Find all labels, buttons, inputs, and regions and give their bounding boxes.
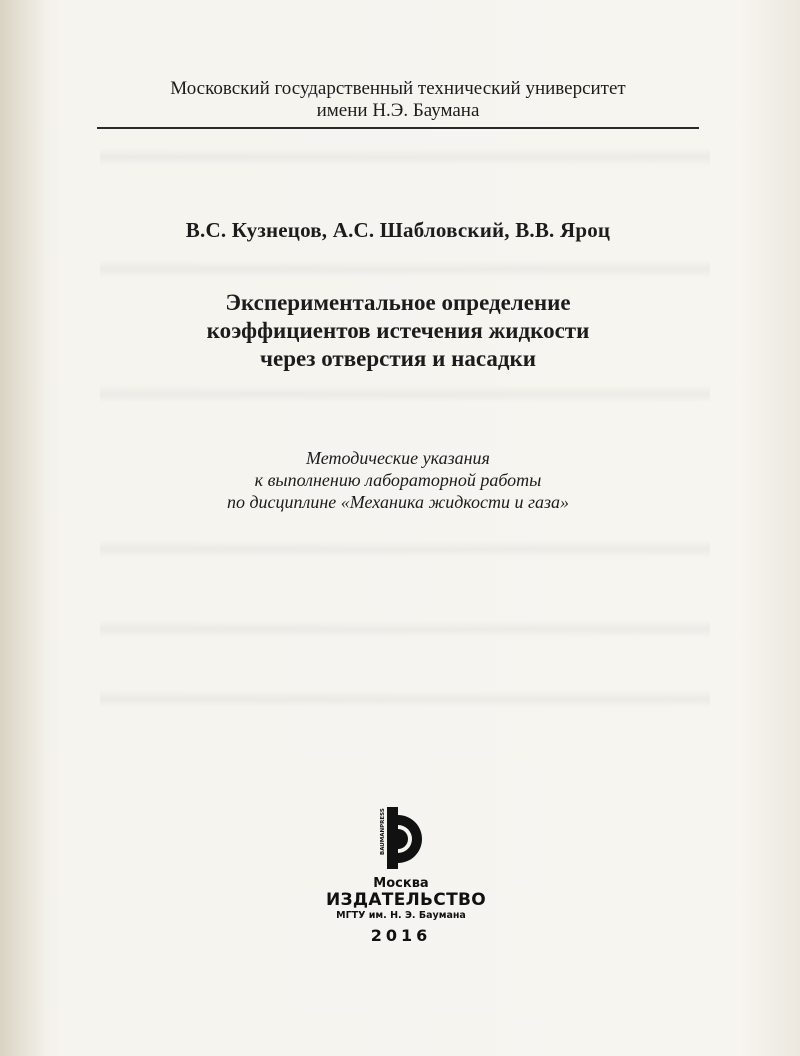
- description-line: по дисциплине «Механика жидкости и газа»: [226, 492, 570, 512]
- show-through-text: [100, 620, 710, 638]
- show-through-text: [100, 260, 710, 278]
- book-title: [98, 289, 698, 373]
- book-description: [98, 447, 698, 513]
- show-through-text: [100, 385, 710, 403]
- university-header: [98, 78, 698, 122]
- university-name-suffix: имени Н.Э. Баумана: [316, 100, 480, 121]
- page-binding-shadow: [0, 0, 44, 1056]
- header-divider: [97, 127, 699, 129]
- show-through-text: [100, 148, 710, 166]
- publisher-name: ИЗДАТЕЛЬСТВО: [326, 890, 486, 910]
- publisher-subname: МГТУ им. Н. Э. Баумана: [336, 910, 466, 921]
- show-through-text: [100, 690, 710, 708]
- show-through-text: [100, 540, 710, 558]
- publication-year: 2016: [370, 926, 432, 945]
- logo-text: BAUMANPRESS: [380, 808, 386, 855]
- book-title-line: через отверстия и насадки: [260, 346, 536, 371]
- publisher-block: [326, 876, 486, 947]
- description-line: Методические указания: [306, 448, 490, 468]
- authors: В.С. Кузнецов, А.С. Шабловский, В.В. Яроц: [185, 218, 611, 242]
- description-line: к выполнению лабораторной работы: [254, 470, 542, 490]
- book-title-line: Экспериментальное определение: [225, 290, 571, 315]
- book-title-line: коэффициентов истечения жидкости: [206, 318, 590, 343]
- baumanpress-logo-icon: [370, 803, 436, 875]
- publisher-city: Москва: [373, 876, 429, 891]
- university-name: Московский государственный технический университет: [170, 78, 626, 99]
